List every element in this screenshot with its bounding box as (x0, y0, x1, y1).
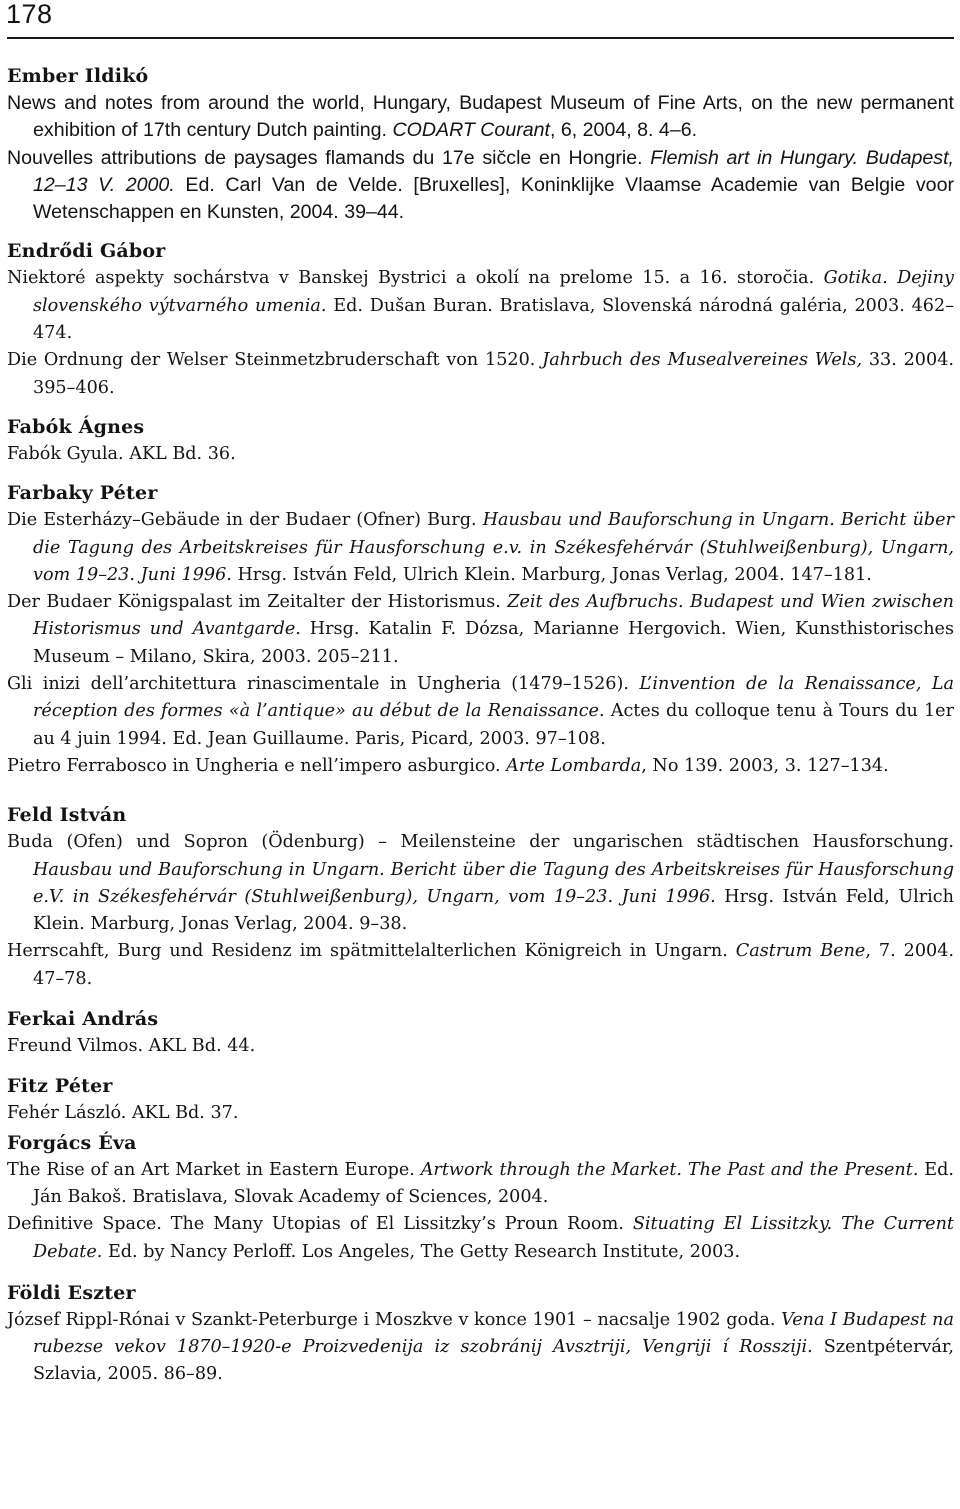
bibliography-entry (7, 1211, 954, 1266)
publication-title: Zeit des Aufbruchs. Budapest und Wien zwischen Historismus und Avantgarde. (33, 592, 954, 640)
entry-text: Fehér László. AKL Bd. 37. (7, 1103, 239, 1124)
bibliography-entry (7, 507, 954, 589)
author-name: Feld István (7, 804, 127, 827)
entry-text: Freund Vilmos. AKL Bd. 44. (7, 1036, 256, 1057)
entry-text: The Rise of an Art Market in Eastern Europe. (7, 1159, 421, 1180)
author-section (7, 1130, 954, 1266)
bibliography-entry (7, 589, 954, 671)
page-number: 178 (6, 0, 53, 29)
publication-title: Castrum Bene (735, 941, 866, 962)
header-rule (7, 37, 954, 39)
author-section (7, 238, 954, 401)
bibliography-entry (7, 1033, 954, 1060)
publication-title: Artwork through the Market. The Past and the Present. (420, 1159, 919, 1180)
section-gap (7, 1060, 954, 1073)
bibliography-entry (7, 1157, 954, 1212)
bibliography-entry (7, 753, 954, 780)
publication-title: Gotika. Dejiny slovenského výtvarného umenia. (33, 268, 954, 316)
entry-text: Der Budaer Königspalast im Zeitalter der Historismus. (7, 592, 508, 613)
entry-text: Die Esterházy–Gebäude in der Budaer (Ofner) Burg. (7, 510, 483, 531)
entry-text: Fabók Gyula. AKL Bd. 36. (7, 443, 236, 464)
bibliography-entry (7, 938, 954, 993)
author-name: Fitz Péter (7, 1075, 113, 1098)
publication-title: Hausbau und Bauforschung in Ungarn. Bericht über die Tagung des Arbeitskreises für Hausforschung e.V. in Székesfehérvár (Stuhlweißenburg), Ungarn, vom 19–23. Juni 1996. (33, 859, 954, 907)
entry-text: Ed. Dušan Buran. Bratislava, Slovenská národná galéria, 2003. 462–474. (33, 295, 954, 344)
author-section (7, 802, 954, 993)
entry-text: Ed. Carl Van de Velde. [Bruxelles], Koninklijke Vlaamse Academie van Belgie voor Wetenschappen en Kunsten, 2004. 39–44. (33, 173, 955, 224)
entry-text: , No 139. 2003, 3. 127–134. (641, 755, 889, 776)
bibliography-entry (7, 829, 954, 938)
entry-text: Actes du colloque tenu à Tours du 1er au 4 juin 1994. Ed. Jean Guillaume. Paris, Picard, 2003. 97–108. (33, 701, 954, 749)
entry-text: , 6, 2004, 8. 4–6. (549, 119, 698, 142)
entry-text: Herrscahft, Burg und Residenz im spätmittelalterlichen Königreich in Ungarn. (7, 941, 736, 962)
author-section (7, 1280, 954, 1389)
publication-title: Hausbau und Bauforschung in Ungarn. Bericht über die Tagung des Arbeitskreises für Hausforschung e.v. in Székesfehérvár (Stuhlweißenburg), Ungarn, vom 19–23. Juni 1996. (33, 510, 954, 585)
publication-title: Arte Lombarda (506, 755, 642, 776)
author-section (7, 480, 954, 780)
section-gap (7, 226, 954, 238)
section-gap (7, 993, 954, 1006)
entry-text: Hrsg. István Feld, Ulrich Klein. Marburg, Jonas Verlag, 2004. 147–181. (231, 564, 872, 585)
author-name: Fabók Ágnes (7, 415, 145, 438)
bibliography-entry (7, 1307, 954, 1389)
publication-title: L’invention de la Renaissance, La réception des formes «à l’antique» au début de la Renaissance. (33, 674, 954, 722)
entry-text: Gli inizi dell’architettura rinascimentale in Ungheria (1479–1526). (7, 674, 640, 695)
publication-title: Jahrbuch des Musealvereines Wels, (542, 350, 863, 371)
section-gap (7, 468, 954, 480)
publication-title: CODART Courant (392, 119, 550, 142)
entry-text: Ed. Ján Bakoš. Bratislava, Slovak Academy of Sciences, 2004. (33, 1159, 954, 1207)
publication-title: Vena I Budapest na rubezse vekov 1870–1920-e Proizvedenija iz szobránij Avsztriji, Vengriji í Rossziji. (33, 1309, 954, 1358)
entry-text: , 7. 2004. 47–78. (33, 941, 954, 989)
entry-text: 33. 2004. 395–406. (33, 350, 954, 398)
entry-text: Hrsg. Katalin F. Dózsa, Marianne Hergovich. Wien, Kunsthistorisches Museum – Milano, Skira, 2003. 205–211. (33, 619, 954, 667)
author-name: Ember Ildikó (7, 65, 149, 87)
author-name: Földi Eszter (7, 1281, 136, 1304)
entry-text: Definitive Space. The Many Utopias of El Lissitzky’s Proun Room. (7, 1214, 633, 1235)
author-name: Ferkai András (7, 1008, 159, 1031)
section-gap (7, 780, 954, 802)
entry-text: Pietro Ferrabosco in Ungheria e nell’impero asburgico. (7, 755, 507, 776)
bibliography-list (7, 63, 954, 1389)
bibliography-entry (7, 265, 954, 347)
publication-title: Flemish art in Hungary. Budapest, 12–13 V. 2000. (33, 146, 954, 196)
bibliography-entry (7, 347, 954, 402)
bibliography-entry (7, 145, 954, 227)
entry-text: Die Ordnung der Welser Steinmetzbruderschaft von 1520. (7, 350, 543, 371)
author-section (7, 414, 954, 468)
bibliography-entry (7, 671, 954, 753)
author-name: Forgács Éva (7, 1131, 137, 1154)
bibliography-entry (7, 90, 954, 145)
entry-text: Ed. by Nancy Perloff. Los Angeles, The Getty Research Institute, 2003. (102, 1241, 741, 1262)
entry-text: Niektoré aspekty sochárstva v Banskej Bystrici a okolí na prelome 15. a 16. storoc̆ia. (7, 268, 824, 289)
author-name: Endrődi Gábor (7, 240, 166, 263)
author-name: Farbaky Péter (7, 482, 158, 505)
entry-text: Nouvelles attributions de paysages flamands du 17e sic̆cle en Hongrie. (7, 146, 651, 169)
author-section (7, 63, 954, 226)
entry-text: Buda (Ofen) und Sopron (Ödenburg) – Meilensteine der ungarischen städtischen Hausforschung. (7, 832, 954, 853)
section-gap (7, 1266, 954, 1280)
author-section (7, 1006, 954, 1060)
entry-text: József Rippl-Rónai v Szankt-Peterburge i Moszkve v konce 1901 – nacsalje 1902 goda. (7, 1309, 782, 1330)
entry-text: News and notes from around the world, Hungary, Budapest Museum of Fine Arts, on the new permanent exhibition of 17th century Dutch painting. (7, 92, 954, 142)
entry-text: Hrsg. István Feld, Ulrich Klein. Marburg, Jonas Verlag, 2004. 9–38. (33, 886, 954, 935)
author-section (7, 1073, 954, 1127)
entry-text: Szentpétervár, Szlavia, 2005. 86–89. (33, 1337, 954, 1385)
section-gap (7, 402, 954, 414)
bibliography-entry (7, 441, 954, 468)
bibliography-entry (7, 1100, 954, 1127)
publication-title: Situating El Lissitzky. The Current Debate. (33, 1214, 954, 1262)
